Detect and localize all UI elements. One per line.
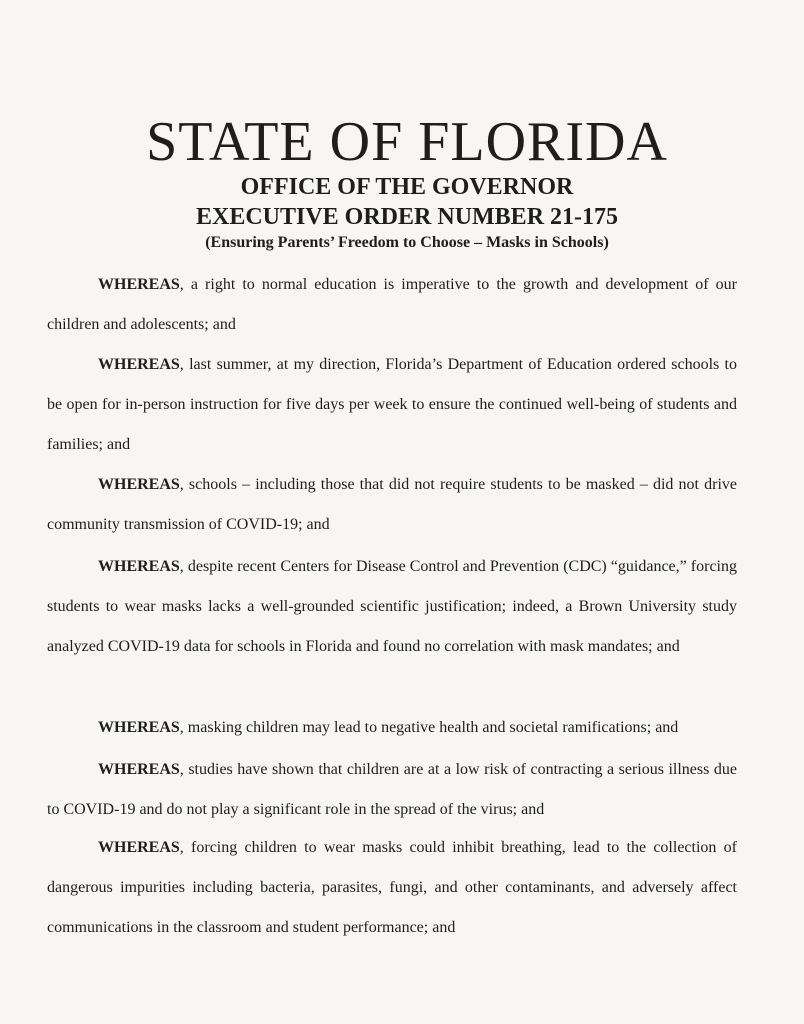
whereas-clause <box>47 547 737 667</box>
clause-keyword: WHEREAS <box>98 719 180 736</box>
whereas-clause <box>47 265 737 345</box>
whereas-clause <box>47 828 737 948</box>
clause-keyword: WHEREAS <box>98 761 180 778</box>
clause-keyword: WHEREAS <box>98 558 180 575</box>
clause-text: , last summer, at my direction, Florida’s Department of Education ordered schools to be open for in-person instruction for five days per week to ensure the continued well-being of students and families; and <box>47 356 737 453</box>
whereas-clause <box>47 345 737 465</box>
whereas-clause <box>47 750 737 830</box>
clause-keyword: WHEREAS <box>98 476 180 493</box>
office-title: OFFICE OF THE GOVERNOR <box>240 174 574 200</box>
state-title: STATE OF FLORIDA <box>146 111 668 173</box>
whereas-clause <box>47 465 737 545</box>
clause-keyword: WHEREAS <box>98 276 180 293</box>
clause-text: , a right to normal education is imperative to the growth and development of our children and adolescents; and <box>47 276 737 333</box>
clause-text: , forcing children to wear masks could inhibit breathing, lead to the collection of dangerous impurities including bacteria, parasites, fungi, and other contaminants, and adversely affect communications in the classroom and student performance; and <box>47 839 737 936</box>
clause-keyword: WHEREAS <box>98 356 180 373</box>
clause-text: , schools – including those that did not require students to be masked – did not drive community transmission of COVID-19; and <box>47 476 737 533</box>
clause-text: , studies have shown that children are at a low risk of contracting a serious illness due to COVID-19 and do not play a significant role in the spread of the virus; and <box>47 761 737 818</box>
clause-text: , despite recent Centers for Disease Control and Prevention (CDC) “guidance,” forcing students to wear masks lacks a well-grounded scientific justification; indeed, a Brown University study analyzed COVID-19 data for schools in Florida and found no correlation with mask mandates; and <box>47 558 737 655</box>
whereas-clause <box>47 708 737 748</box>
clause-text: , masking children may lead to negative health and societal ramifications; and <box>179 719 679 736</box>
order-subtitle: (Ensuring Parents’ Freedom to Choose – Masks in Schools) <box>205 234 609 251</box>
clause-keyword: WHEREAS <box>98 839 180 856</box>
order-number-title: EXECUTIVE ORDER NUMBER 21-175 <box>195 204 619 230</box>
